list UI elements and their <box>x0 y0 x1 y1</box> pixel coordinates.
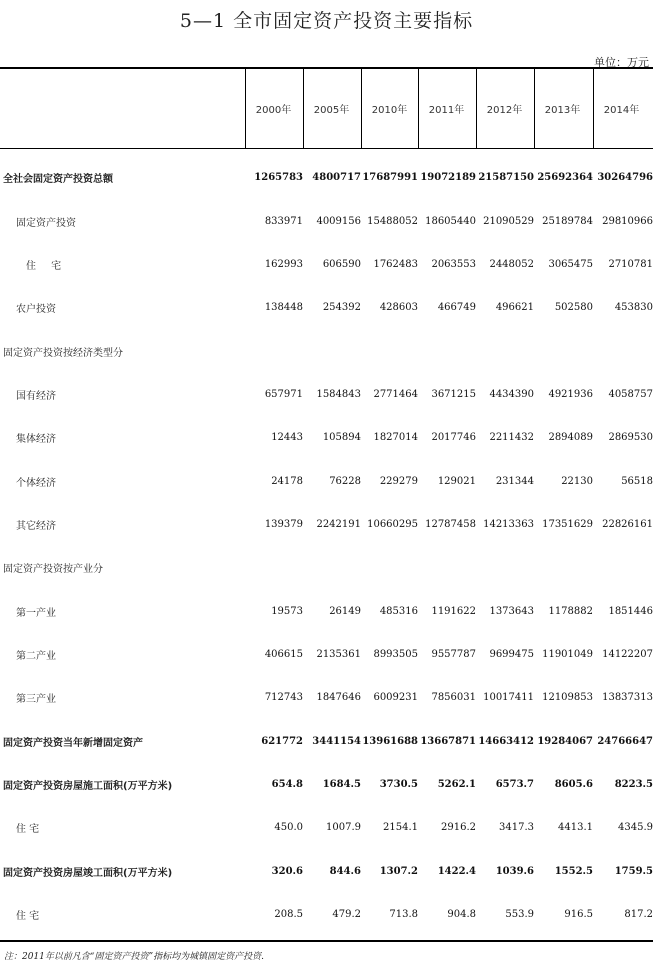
cell-value: 1851446 <box>608 605 653 617</box>
cell-value: 22826161 <box>602 518 653 530</box>
cell-value: 2211432 <box>489 432 534 444</box>
cell-value: 21090529 <box>483 215 534 227</box>
table-top-rule <box>0 67 653 69</box>
cell-value: 4058757 <box>608 388 653 400</box>
cell-value: 2916.2 <box>441 822 476 834</box>
row-label: 第三产业 <box>16 694 56 706</box>
cell-value: 10660295 <box>367 518 418 530</box>
cell-value: 208.5 <box>274 909 303 921</box>
cell-value: 2242191 <box>316 518 361 530</box>
cell-value: 15488052 <box>367 215 418 227</box>
cell-value: 621772 <box>261 735 303 747</box>
cell-value: 162993 <box>264 258 303 270</box>
cell-value: 22130 <box>561 475 593 487</box>
cell-value <box>361 546 418 589</box>
cell-value <box>534 546 593 589</box>
year-header-2013: 2013年 <box>544 105 581 116</box>
indicator-table <box>0 156 653 936</box>
cell-value: 8223.5 <box>614 778 653 790</box>
cell-value: 129021 <box>437 475 476 487</box>
cell-value <box>245 329 303 372</box>
cell-value: 712743 <box>264 692 303 704</box>
cell-value: 29810966 <box>602 215 653 227</box>
table-row <box>0 243 653 286</box>
row-label: 住 宅 <box>16 824 40 836</box>
table-row <box>0 373 653 416</box>
cell-value <box>534 329 593 372</box>
cell-value: 3671215 <box>431 388 476 400</box>
table-row <box>0 893 653 936</box>
row-label: 国有经济 <box>16 390 56 402</box>
cell-value <box>303 329 361 372</box>
cell-value: 18605440 <box>425 215 476 227</box>
cell-value: 479.2 <box>332 909 361 921</box>
cell-value: 19072189 <box>420 172 476 184</box>
row-label: 农户投资 <box>16 304 56 316</box>
cell-value: 833971 <box>264 215 303 227</box>
year-header-2012: 2012年 <box>486 105 523 116</box>
cell-value: 139379 <box>264 518 303 530</box>
cell-value: 12787458 <box>425 518 476 530</box>
cell-value: 19284067 <box>537 735 593 747</box>
cell-value: 1191622 <box>431 605 476 617</box>
cell-value: 4800717 <box>312 172 361 184</box>
cell-value <box>361 329 418 372</box>
cell-value <box>593 329 653 372</box>
cell-value: 406615 <box>264 648 303 660</box>
row-label: 固定资产投资按经济类型分 <box>3 347 123 359</box>
cell-value: 4921936 <box>548 388 593 400</box>
page-title: 5—1 全市固定资产投资主要指标 <box>179 10 474 32</box>
cell-value: 12109853 <box>542 692 593 704</box>
table-row <box>0 676 653 719</box>
cell-value: 9699475 <box>489 648 534 660</box>
table-row <box>0 416 653 459</box>
row-label: 其它经济 <box>16 520 56 532</box>
table-row <box>0 546 653 589</box>
row-label: 集体经济 <box>16 434 56 446</box>
cell-value: 1847646 <box>316 692 361 704</box>
cell-value: 553.9 <box>505 909 534 921</box>
cell-value: 2135361 <box>316 648 361 660</box>
cell-value: 8993505 <box>373 648 418 660</box>
cell-value: 4009156 <box>316 215 361 227</box>
year-header-2005: 2005年 <box>313 105 350 116</box>
cell-value: 21587150 <box>478 172 534 184</box>
table-row <box>0 763 653 806</box>
header-bottom-rule <box>0 148 653 149</box>
table-row <box>0 286 653 329</box>
cell-value: 13837313 <box>602 692 653 704</box>
cell-value: 11901049 <box>542 648 593 660</box>
cell-value: 2063553 <box>431 258 476 270</box>
cell-value: 450.0 <box>274 822 303 834</box>
cell-value: 56518 <box>621 475 653 487</box>
cell-value: 502580 <box>554 302 593 314</box>
year-header-2010: 2010年 <box>371 105 408 116</box>
cell-value: 2771464 <box>373 388 418 400</box>
cell-value: 2869530 <box>608 432 653 444</box>
row-label: 固定资产投资房屋竣工面积(万平方米) <box>3 867 173 879</box>
cell-value: 1759.5 <box>614 865 653 877</box>
cell-value: 3441154 <box>312 735 361 747</box>
cell-value: 1584843 <box>316 388 361 400</box>
cell-value: 654.8 <box>271 778 303 790</box>
cell-value: 657971 <box>264 388 303 400</box>
table-row <box>0 329 653 372</box>
cell-value: 229279 <box>379 475 418 487</box>
cell-value: 1178882 <box>548 605 593 617</box>
cell-value: 1827014 <box>373 432 418 444</box>
cell-value: 138448 <box>264 302 303 314</box>
cell-value: 1762483 <box>373 258 418 270</box>
cell-value: 10017411 <box>483 692 534 704</box>
cell-value: 4413.1 <box>558 822 593 834</box>
cell-value: 231344 <box>495 475 534 487</box>
cell-value: 1373643 <box>489 605 534 617</box>
cell-value <box>476 546 534 589</box>
cell-value: 3065475 <box>548 258 593 270</box>
year-header-2000: 2000年 <box>255 105 292 116</box>
unit-label: 单位：万元 <box>594 56 649 69</box>
cell-value: 1684.5 <box>322 778 361 790</box>
cell-value: 485316 <box>379 605 418 617</box>
cell-value: 2710781 <box>608 258 653 270</box>
table-row <box>0 156 653 199</box>
cell-value: 13667871 <box>420 735 476 747</box>
cell-value: 254392 <box>322 302 361 314</box>
cell-value: 25692364 <box>537 172 593 184</box>
row-label: 全社会固定资产投资总额 <box>3 174 113 186</box>
table-row <box>0 806 653 849</box>
cell-value: 24766647 <box>597 735 653 747</box>
cell-value: 3730.5 <box>379 778 418 790</box>
cell-value <box>245 546 303 589</box>
cell-value: 428603 <box>379 302 418 314</box>
table-row <box>0 459 653 502</box>
cell-value: 19573 <box>271 605 303 617</box>
row-label: 住 宅 <box>16 911 40 923</box>
cell-value: 6009231 <box>373 692 418 704</box>
cell-value: 1552.5 <box>554 865 593 877</box>
cell-value: 2894089 <box>548 432 593 444</box>
cell-value: 17351629 <box>542 518 593 530</box>
cell-value: 14663412 <box>478 735 534 747</box>
table-row <box>0 589 653 632</box>
cell-value: 844.6 <box>329 865 361 877</box>
cell-value: 1007.9 <box>326 822 361 834</box>
cell-value: 13961688 <box>362 735 418 747</box>
row-label: 住 宅 <box>26 260 68 272</box>
cell-value: 8605.6 <box>554 778 593 790</box>
cell-value: 817.2 <box>624 909 653 921</box>
cell-value: 14122207 <box>602 648 653 660</box>
year-header-2014: 2014年 <box>603 105 640 116</box>
cell-value: 453830 <box>614 302 653 314</box>
cell-value <box>476 329 534 372</box>
row-label: 固定资产投资按产业分 <box>3 564 103 576</box>
table-row <box>0 850 653 893</box>
row-label: 第一产业 <box>16 607 56 619</box>
cell-value <box>593 546 653 589</box>
cell-value: 1265783 <box>254 172 303 184</box>
cell-value: 12443 <box>271 432 303 444</box>
cell-value: 320.6 <box>271 865 303 877</box>
row-label: 固定资产投资房屋施工面积(万平方米) <box>3 780 173 792</box>
cell-value: 26149 <box>329 605 361 617</box>
cell-value: 3417.3 <box>499 822 534 834</box>
cell-value: 14213363 <box>483 518 534 530</box>
cell-value <box>418 546 476 589</box>
row-label: 第二产业 <box>16 650 56 662</box>
cell-value: 1422.4 <box>437 865 476 877</box>
cell-value: 9557787 <box>431 648 476 660</box>
cell-value <box>418 329 476 372</box>
cell-value: 17687991 <box>362 172 418 184</box>
cell-value: 606590 <box>322 258 361 270</box>
cell-value: 24178 <box>271 475 303 487</box>
cell-value: 904.8 <box>447 909 476 921</box>
cell-value: 7856031 <box>431 692 476 704</box>
table-row <box>0 633 653 676</box>
cell-value: 1307.2 <box>379 865 418 877</box>
cell-value: 916.5 <box>564 909 593 921</box>
cell-value: 4434390 <box>489 388 534 400</box>
table-row <box>0 503 653 546</box>
cell-value: 2448052 <box>489 258 534 270</box>
cell-value <box>303 546 361 589</box>
table-row <box>0 199 653 242</box>
year-header-2011: 2011年 <box>428 105 465 116</box>
cell-value: 2017746 <box>431 432 476 444</box>
cell-value: 5262.1 <box>437 778 476 790</box>
table-row <box>0 719 653 762</box>
cell-value: 6573.7 <box>495 778 534 790</box>
row-label: 个体经济 <box>16 477 56 489</box>
row-label: 固定资产投资当年新增固定资产 <box>3 737 143 749</box>
footnote: 注：2011年以前凡含“固定资产投资”指标均为城镇固定资产投资. <box>4 952 264 962</box>
cell-value: 466749 <box>437 302 476 314</box>
row-label: 固定资产投资 <box>16 217 76 229</box>
cell-value: 25189784 <box>542 215 593 227</box>
cell-value: 4345.9 <box>618 822 653 834</box>
cell-value: 30264796 <box>597 172 653 184</box>
cell-value: 713.8 <box>389 909 418 921</box>
cell-value: 1039.6 <box>495 865 534 877</box>
cell-value: 496621 <box>495 302 534 314</box>
cell-value: 2154.1 <box>383 822 418 834</box>
cell-value: 105894 <box>322 432 361 444</box>
table-bottom-rule <box>0 940 653 942</box>
cell-value: 76228 <box>329 475 361 487</box>
